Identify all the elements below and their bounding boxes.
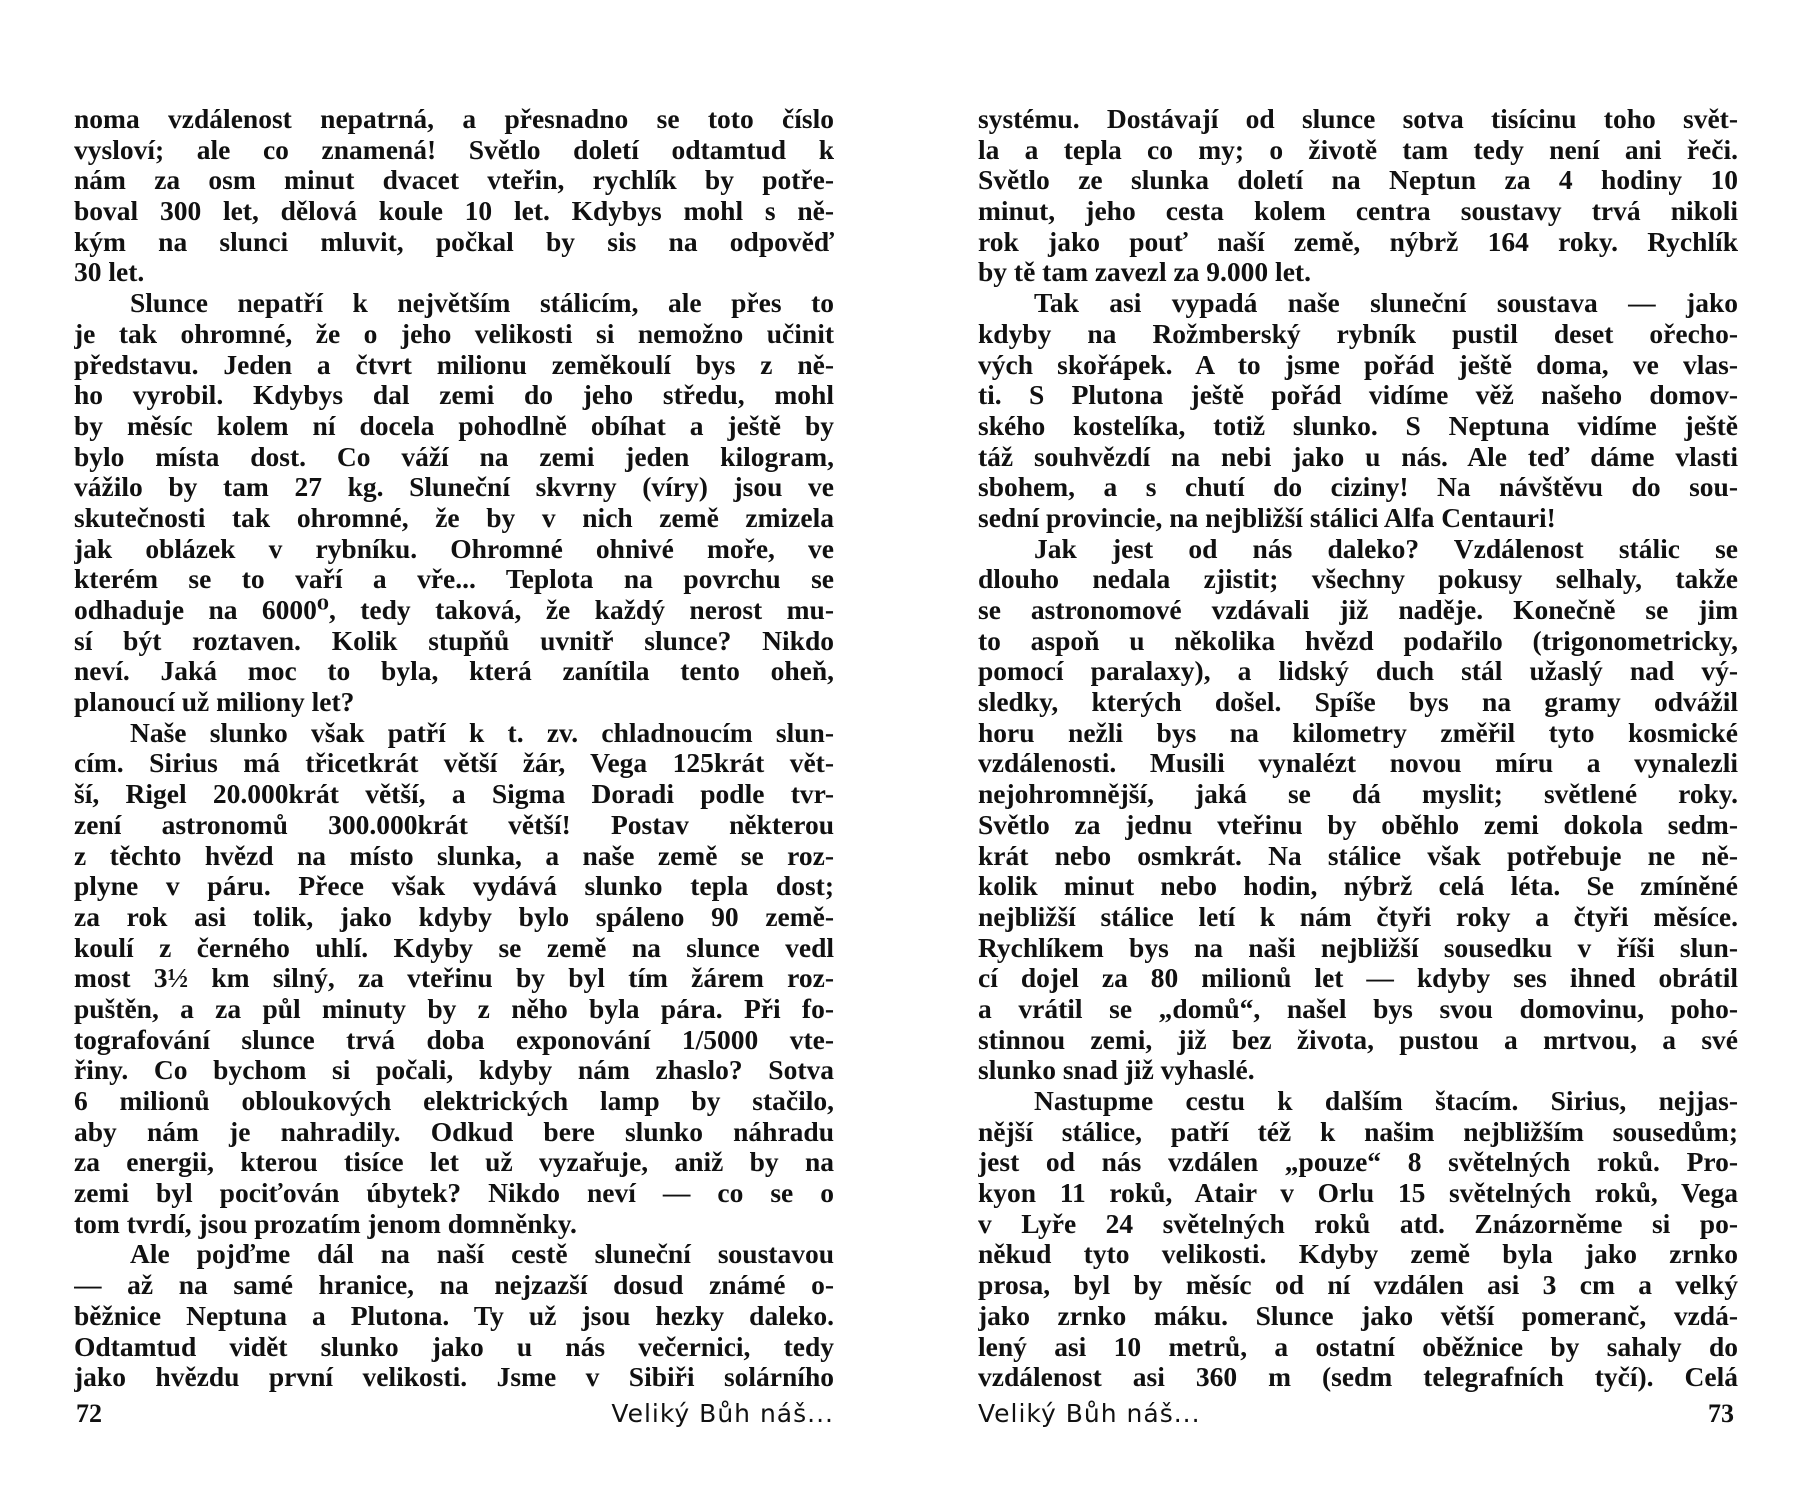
text-line: se astronomové vzdávali již naděje. Konečně se jim: [978, 595, 1738, 625]
text-line: koulí z černého uhlí. Kdyby se země na slunce vedl: [74, 932, 834, 963]
text-line: plyne v páru. Přece však vydává slunko tepla dost;: [74, 871, 834, 902]
text-line: puštěn, a za půl minuty by z něho byla pára. Při fo-: [74, 993, 834, 1024]
text-line: vzdálenost asi 360 m (sedm telegrafních tyčí). Celá: [978, 1362, 1738, 1393]
text-line: představu. Jeden a čtvrt milionu zeměkoulí bys z ně-: [74, 349, 834, 380]
text-line: je tak ohromné, že o jeho velikosti si nemožno učinit: [74, 318, 834, 349]
text-line: Slunce nepatří k největším stálicím, ale přes to: [130, 288, 834, 319]
page-number: 73: [1708, 1399, 1734, 1428]
text-line: sledky, kterých došel. Spíše bys na gramy odvážil: [978, 687, 1738, 718]
text-line: kyon 11 roků, Atair v Orlu 15 světelných roků, Vega: [978, 1178, 1738, 1209]
text-line: by tě tam zavezl za 9.000 let.: [978, 257, 1311, 288]
text-line: kterém se to vaří a vře... Teplota na povrchu se: [74, 564, 834, 595]
text-line: noma vzdálenost nepatrná, a přesnadno se toto číslo: [74, 104, 834, 134]
text-line: a vrátil se „domů“, našel bys svou domovinu, poho-: [978, 993, 1738, 1024]
text-line: někud tyto velikosti. Kdyby země byla jako zrnko: [978, 1239, 1738, 1270]
text-line: jest od nás vzdálen „pouze“ 8 světelných roků. Pro-: [978, 1147, 1738, 1178]
text-line: 6 milionů obloukových elektrických lamp by stačilo,: [74, 1086, 834, 1116]
text-line: planoucí už miliony let?: [74, 687, 355, 718]
text-line: systému. Dostávají od slunce sotva tisícinu toho svět-: [978, 104, 1738, 134]
text-line: nejohromnější, jaká se dá myslit; světlené roky.: [978, 779, 1738, 810]
text-line: skutečnosti tak ohromné, že by v nich země zmizela: [74, 502, 834, 533]
left-page-text: [74, 104, 834, 1393]
text-line: Světlo ze slunka doletí na Neptun za 4 hodiny 10: [978, 165, 1738, 196]
text-line: tom tvrdí, jsou prozatím jenom domněnky.: [74, 1208, 577, 1239]
text-line: cím. Sirius má třicetkrát větší žár, Vega 125krát vět-: [74, 748, 834, 779]
text-line: cí dojel za 80 milionů let — kdyby ses ihned obrátil: [978, 963, 1738, 994]
text-line: za energii, kterou tisíce let už vyzařuje, aniž by na: [74, 1147, 834, 1178]
text-line: vzdálenosti. Musili vynalézt novou míru a vynalezli: [978, 748, 1738, 779]
text-line: běžnice Neptuna a Plutona. Ty už jsou hezky daleko.: [74, 1300, 834, 1331]
text-line: lený asi 10 metrů, a ostatní oběžnice by sahaly do: [978, 1331, 1738, 1362]
text-line: Odtamtud vidět slunko jako u nás večernici, tedy: [74, 1331, 834, 1362]
text-line: nější stálice, patří též k našim nejbližším sousedům;: [978, 1116, 1738, 1147]
right-page-footer: [978, 1394, 1738, 1434]
text-line: ti. S Plutona ještě pořád vidíme věž našeho domov-: [978, 380, 1738, 411]
text-line: řiny. Co bychom si počali, kdyby nám zhaslo? Sotva: [74, 1055, 834, 1086]
text-line: 30 let.: [74, 257, 145, 288]
page-number: 72: [76, 1399, 102, 1428]
text-line: bylo místa dost. Co váží na zemi jeden kilogram,: [74, 441, 834, 472]
text-line: ského kostelíka, totiž slunko. S Neptuna vidíme ještě: [978, 410, 1738, 441]
running-title: Veliký Bůh náš...: [978, 1399, 1201, 1428]
text-line: vysloví; ale co znamená! Světlo doletí odtamtud k: [74, 134, 834, 165]
text-line: sední provincie, na nejbližší stálici Alfa Centauri!: [978, 502, 1556, 533]
text-line: ho vyrobil. Kdybys dal zemi do jeho středu, mohl: [74, 380, 834, 411]
text-line: Ale pojďme dál na naší cestě sluneční soustavou: [130, 1239, 834, 1270]
text-line: jako hvězdu první velikosti. Jsme v Sibiři solárního: [74, 1362, 834, 1393]
text-line: krát nebo osmkrát. Na stálice však potřebuje ne ně-: [978, 840, 1738, 871]
text-line: prosa, byl by měsíc od ní vzdálen asi 3 cm a velký: [978, 1270, 1738, 1301]
text-line: kým na slunci mluvit, počkal by sis na odpověď: [74, 226, 834, 257]
text-line: Naše slunko však patří k t. zv. chladnoucím slun-: [130, 717, 834, 748]
running-title: Veliký Bůh náš...: [611, 1399, 834, 1428]
text-line: táž souhvězdí na nebi jako u nás. Ale teď dáme vlasti: [978, 441, 1738, 472]
text-line: neví. Jaká moc to byla, která zanítila tento oheň,: [74, 656, 834, 687]
text-line: nám za osm minut dvacet vteřin, rychlík by potře-: [74, 165, 834, 196]
text-line: jako zrnko máku. Slunce jako větší pomeranč, vzdá-: [978, 1300, 1738, 1331]
text-line: nejbližší stálice letí k nám čtyři roky a čtyři měsíce.: [978, 901, 1738, 932]
left-page-footer: [74, 1394, 834, 1434]
text-line: dlouho nedala zjistit; všechny pokusy selhaly, takže: [978, 564, 1738, 595]
text-line: za rok asi tolik, jako kdyby bylo spáleno 90 země-: [74, 901, 834, 932]
text-line: Jak jest od nás daleko? Vzdálenost stálic se: [1034, 533, 1738, 564]
text-line: slunko snad již vyhaslé.: [978, 1055, 1255, 1086]
text-line: Světlo za jednu vteřinu by oběhlo zemi dokola sedm-: [978, 809, 1738, 840]
text-line: ší, Rigel 20.000krát větší, a Sigma Doradi podle tvr-: [74, 779, 834, 810]
text-line: most 3½ km silný, za vteřinu by byl tím žárem roz-: [74, 963, 834, 994]
text-line: jak oblázek v rybníku. Ohromné ohnivé moře, ve: [74, 533, 834, 564]
text-line: odhaduje na 6000⁰, tedy taková, že každý nerost mu-: [74, 595, 834, 625]
text-line: stinnou zemi, již bez života, pustou a mrtvou, a své: [978, 1024, 1738, 1055]
text-line: by měsíc kolem ní docela pohodlně obíhat a ještě by: [74, 410, 834, 441]
text-line: la a tepla co my; o životě tam tedy není ani řeči.: [978, 134, 1738, 165]
text-line: zení astronomů 300.000krát větší! Postav některou: [74, 809, 834, 840]
text-line: to aspoň u několika hvězd podařilo (trigonometricky,: [978, 625, 1738, 656]
text-line: sí být roztaven. Kolik stupňů uvnitř slunce? Nikdo: [74, 625, 834, 656]
left-page: [74, 104, 834, 1444]
text-line: vých skořápek. A to jsme pořád ještě doma, ve vlas-: [978, 349, 1738, 380]
text-line: kolik minut nebo hodin, nýbrž celá léta. Se zmíněné: [978, 871, 1738, 902]
right-page-text: [978, 104, 1738, 1393]
text-line: boval 300 let, dělová koule 10 let. Kdybys mohl s ně-: [74, 196, 834, 227]
text-line: Tak asi vypadá naše sluneční soustava — jako: [1034, 288, 1738, 319]
text-line: rok jako pouť naší země, nýbrž 164 roky. Rychlík: [978, 226, 1738, 257]
text-line: — až na samé hranice, na nejzazší dosud známé o-: [74, 1270, 834, 1301]
right-page: [978, 104, 1738, 1444]
text-line: kdyby na Rožmberský rybník pustil deset ořecho-: [978, 318, 1738, 349]
text-line: zemi byl pociťován úbytek? Nikdo neví — co se o: [74, 1178, 834, 1209]
text-line: sbohem, a s chutí do ciziny! Na návštěvu do sou-: [978, 472, 1738, 503]
text-line: Nastupme cestu k dalším štacím. Sirius, nejjas-: [1034, 1086, 1738, 1116]
text-line: tografování slunce trvá doba exponování 1/5000 vte-: [74, 1024, 834, 1055]
text-line: vážilo by tam 27 kg. Sluneční skvrny (víry) jsou ve: [74, 472, 834, 503]
text-line: minut, jeho cesta kolem centra soustavy trvá nikoli: [978, 196, 1738, 227]
text-line: z těchto hvězd na místo slunka, a naše země se roz-: [74, 840, 834, 871]
text-line: pomocí paralaxy), a lidský duch stál užaslý nad vý-: [978, 656, 1738, 687]
text-line: horu nežli bys na kilometry změřil tyto kosmické: [978, 717, 1738, 748]
text-line: Rychlíkem bys na naši nejbližší sousedku v říši slun-: [978, 932, 1738, 963]
text-line: aby nám je nahradily. Odkud bere slunko náhradu: [74, 1116, 834, 1147]
text-line: v Lyře 24 světelných roků atd. Znázorněme si po-: [978, 1208, 1738, 1239]
